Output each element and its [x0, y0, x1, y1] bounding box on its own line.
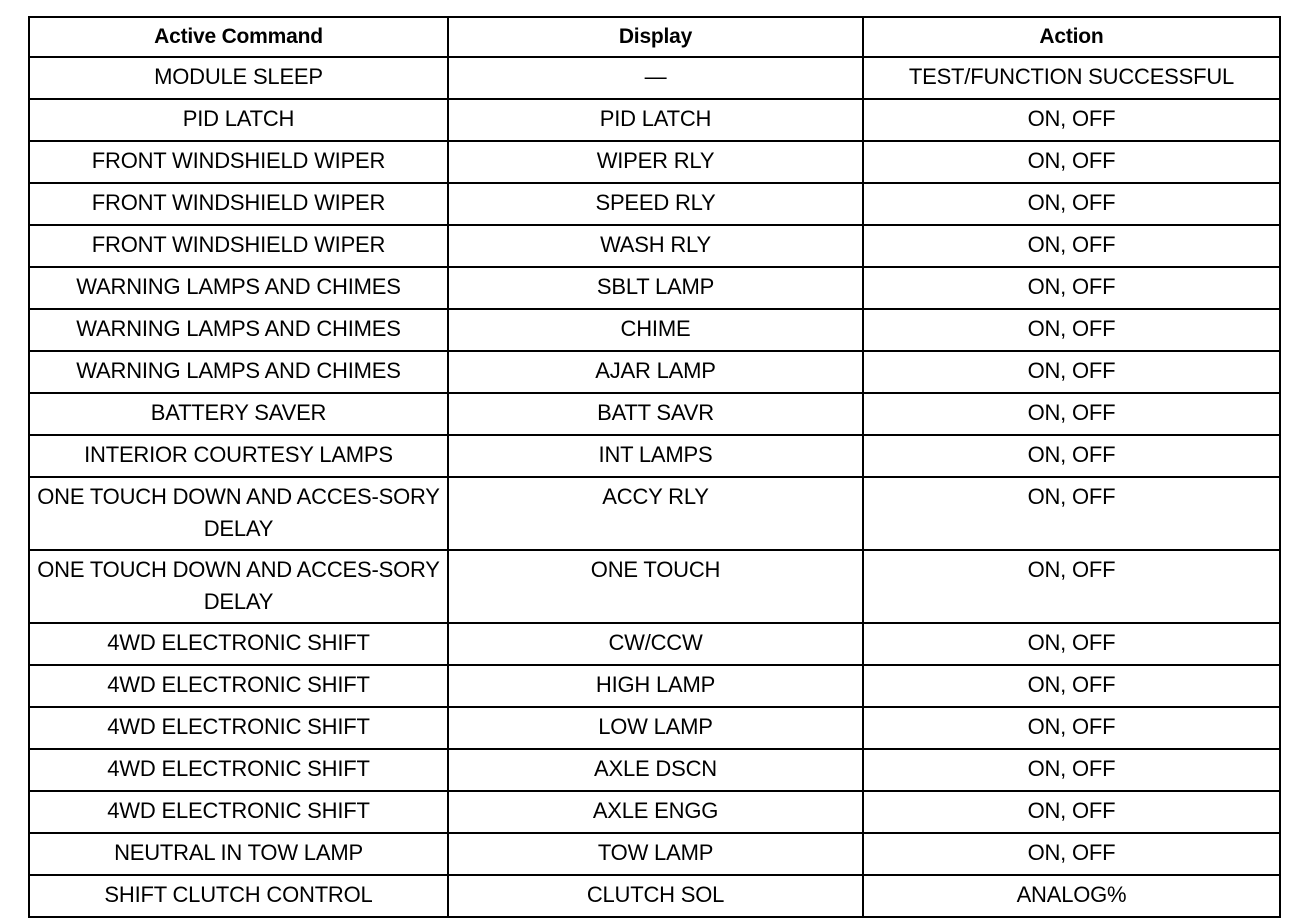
- cell-active-command: ONE TOUCH DOWN AND ACCES-SORY DELAY: [29, 477, 448, 550]
- table-row: [29, 875, 1280, 917]
- cell-action: ON, OFF: [863, 665, 1280, 707]
- cell-display: AXLE DSCN: [448, 749, 863, 791]
- cell-active-command: WARNING LAMPS AND CHIMES: [29, 267, 448, 309]
- table-row: [29, 833, 1280, 875]
- table-row: [29, 707, 1280, 749]
- cell-action: ON, OFF: [863, 183, 1280, 225]
- table-row: [29, 477, 1280, 550]
- cell-active-command: FRONT WINDSHIELD WIPER: [29, 225, 448, 267]
- cell-display: SPEED RLY: [448, 183, 863, 225]
- cell-display: WASH RLY: [448, 225, 863, 267]
- cell-action: ON, OFF: [863, 99, 1280, 141]
- cell-display: CHIME: [448, 309, 863, 351]
- table-row: [29, 183, 1280, 225]
- table-row: [29, 665, 1280, 707]
- cell-action: ON, OFF: [863, 435, 1280, 477]
- cell-display: ONE TOUCH: [448, 550, 863, 623]
- cell-active-command: NEUTRAL IN TOW LAMP: [29, 833, 448, 875]
- cell-display: CW/CCW: [448, 623, 863, 665]
- cell-action: ON, OFF: [863, 791, 1280, 833]
- cell-active-command: INTERIOR COURTESY LAMPS: [29, 435, 448, 477]
- table-row: [29, 99, 1280, 141]
- cell-action: ON, OFF: [863, 225, 1280, 267]
- table-row: [29, 57, 1280, 99]
- cell-display: WIPER RLY: [448, 141, 863, 183]
- cell-active-command: BATTERY SAVER: [29, 393, 448, 435]
- cell-display: INT LAMPS: [448, 435, 863, 477]
- cell-action: TEST/FUNCTION SUCCESSFUL: [863, 57, 1280, 99]
- cell-active-command: WARNING LAMPS AND CHIMES: [29, 309, 448, 351]
- cell-action: ON, OFF: [863, 550, 1280, 623]
- cell-action: ON, OFF: [863, 623, 1280, 665]
- cell-active-command: 4WD ELECTRONIC SHIFT: [29, 791, 448, 833]
- cell-action: ON, OFF: [863, 393, 1280, 435]
- table-row: [29, 623, 1280, 665]
- cell-action: ON, OFF: [863, 749, 1280, 791]
- table-row: [29, 351, 1280, 393]
- cell-active-command: WARNING LAMPS AND CHIMES: [29, 351, 448, 393]
- cell-action: ON, OFF: [863, 351, 1280, 393]
- header-row: [29, 17, 1280, 57]
- table-row: [29, 309, 1280, 351]
- cell-action: ON, OFF: [863, 141, 1280, 183]
- cell-active-command: MODULE SLEEP: [29, 57, 448, 99]
- cell-active-command: 4WD ELECTRONIC SHIFT: [29, 623, 448, 665]
- cell-active-command: 4WD ELECTRONIC SHIFT: [29, 665, 448, 707]
- header-display: Display: [448, 17, 863, 57]
- table-row: [29, 791, 1280, 833]
- cell-display: PID LATCH: [448, 99, 863, 141]
- cell-display: HIGH LAMP: [448, 665, 863, 707]
- table-row: [29, 141, 1280, 183]
- cell-active-command: SHIFT CLUTCH CONTROL: [29, 875, 448, 917]
- header-action: Action: [863, 17, 1280, 57]
- cell-action: ON, OFF: [863, 477, 1280, 550]
- cell-active-command: 4WD ELECTRONIC SHIFT: [29, 749, 448, 791]
- cell-display: ACCY RLY: [448, 477, 863, 550]
- cell-action: ON, OFF: [863, 833, 1280, 875]
- cell-action: ON, OFF: [863, 309, 1280, 351]
- cell-display: AXLE ENGG: [448, 791, 863, 833]
- cell-display: BATT SAVR: [448, 393, 863, 435]
- table-row: [29, 435, 1280, 477]
- table-row: [29, 225, 1280, 267]
- cell-active-command: PID LATCH: [29, 99, 448, 141]
- table-row: [29, 749, 1280, 791]
- cell-display: —: [448, 57, 863, 99]
- cell-display: CLUTCH SOL: [448, 875, 863, 917]
- cell-active-command: 4WD ELECTRONIC SHIFT: [29, 707, 448, 749]
- cell-action: ON, OFF: [863, 267, 1280, 309]
- cell-active-command: FRONT WINDSHIELD WIPER: [29, 183, 448, 225]
- cell-action: ON, OFF: [863, 707, 1280, 749]
- cell-active-command: FRONT WINDSHIELD WIPER: [29, 141, 448, 183]
- active-command-table: [28, 16, 1281, 918]
- table-row: [29, 550, 1280, 623]
- cell-display: SBLT LAMP: [448, 267, 863, 309]
- cell-active-command: ONE TOUCH DOWN AND ACCES-SORY DELAY: [29, 550, 448, 623]
- header-active-command: Active Command: [29, 17, 448, 57]
- table-row: [29, 393, 1280, 435]
- cell-action: ANALOG%: [863, 875, 1280, 917]
- cell-display: LOW LAMP: [448, 707, 863, 749]
- cell-display: AJAR LAMP: [448, 351, 863, 393]
- table-row: [29, 267, 1280, 309]
- cell-display: TOW LAMP: [448, 833, 863, 875]
